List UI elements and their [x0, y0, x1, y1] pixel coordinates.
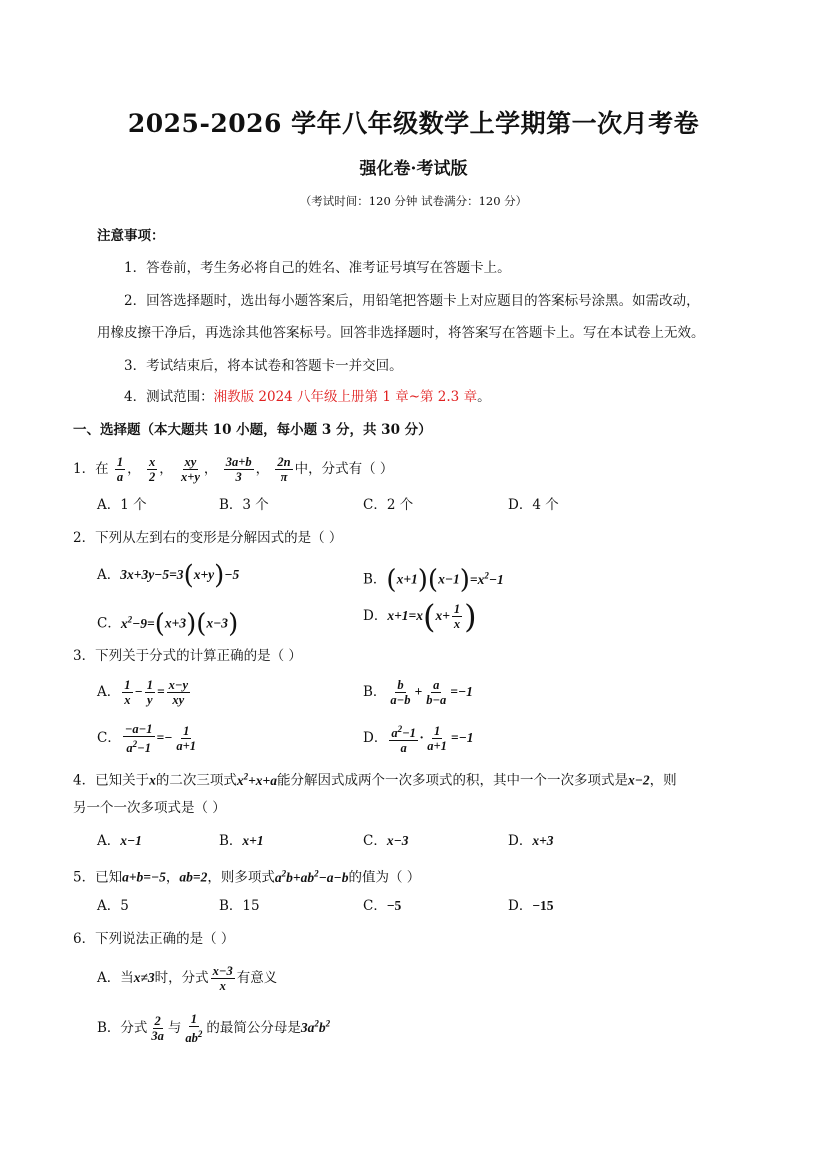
q4-p2: 的二次三项式	[155, 772, 237, 789]
q5-option-a[interactable]: A．5	[97, 898, 129, 914]
q4-option-b[interactable]	[219, 831, 264, 851]
q5-p4: 的值为（ ）	[348, 869, 421, 886]
question-5-stem: 5．已知a+b=−5，ab=2，则多项式$a^2b+ab^2-a-b$的值为（ ）	[73, 868, 421, 886]
q3-option-c[interactable]: C． $\frac{-a-1}{a^2-1}$ =− $\frac{1}{a+1}$	[97, 722, 196, 756]
q2-c-label: C．	[97, 615, 121, 632]
q1-option-a[interactable]: A．1 个	[97, 497, 147, 513]
note-3: 3．考试结束后，将本试卷和答题卡一并交回。	[124, 358, 403, 374]
q6-a2: 时，分式	[154, 970, 209, 986]
q4-option-d[interactable]	[508, 831, 554, 851]
note-4-prefix: 4．测试范围：	[124, 389, 214, 405]
q4-a-label: A．	[97, 833, 121, 849]
q4-p1: 4．已知关于	[73, 772, 150, 789]
q4-c-value: x−3	[386, 833, 409, 848]
q5-c-label: C．	[363, 898, 387, 914]
question-3-stem: 3．下列关于分式的计算正确的是（ ）	[73, 648, 302, 664]
q1-frac-5: $\frac{2n}{\pi}$	[277, 455, 291, 484]
q5-p2: ，	[165, 869, 180, 886]
note-4-suffix: 。	[477, 389, 491, 405]
note-2a: 2．回答选择题时，选出每小题答案后，用铅笔把答题卡上对应题目的答案标号涂黑。如需改动，	[124, 293, 700, 309]
q4-a-value: x−1	[120, 833, 142, 848]
q6-a1: A．当	[97, 970, 134, 986]
q1-tail: 中，分式有（ ）	[294, 461, 394, 477]
q5-option-c[interactable]	[363, 896, 401, 916]
q6-option-b[interactable]: B．分式 $\frac{2}{3a}$ 与 $\frac{1}{ab^2}$ 的最简公分母是$3a^2b^2$	[97, 1012, 331, 1046]
q2-a-label: A．	[97, 567, 121, 583]
q1-frac-2: $\frac{x}{2}$	[148, 455, 156, 484]
question-1-stem: 1．在 $\frac{1}{a}$ ， $\frac{x}{2}$ ， $\frac{xy}{x+y}$ ， $\frac{3a+b}{3}$ ， $\frac{2n}{\pi}$ 中，分式有（ ）	[73, 455, 394, 484]
q2-b-label: B．	[363, 571, 387, 588]
question-4-stem: 4．已知关于x的二次三项式$x^2+x+a$能分解因式成两个一次多项式的积，其中一个一次多项式是x−2，则	[73, 771, 677, 789]
q5-p1: 5．已知	[73, 869, 123, 886]
q1-option-b[interactable]: B．3 个	[219, 497, 269, 513]
q1-option-d[interactable]: D．4 个	[508, 497, 559, 513]
q2-option-c[interactable]: C．$x^2-9=(x+3)(x-3)$	[97, 609, 239, 639]
q2-option-b[interactable]: B．$(x+1)(x-1)=x^2-1$	[363, 565, 504, 595]
q3-option-a[interactable]: A． $\frac{1}{x}$ − $\frac{1}{y}$ = $\frac{x-y}{xy}$	[97, 678, 189, 707]
q6-b2: 与	[167, 1020, 182, 1037]
q4-b-value: x+1	[242, 833, 264, 848]
q4-d-value: x+3	[532, 833, 554, 848]
q1-frac-4: $\frac{3a+b}{3}$	[225, 455, 252, 484]
q3-option-d[interactable]: D． $\frac{a^2-1}{a}$ · $\frac{1}{a+1}$ =−1	[363, 724, 474, 756]
q4-c-label: C．	[363, 833, 387, 849]
q6-option-a[interactable]: A．当x≠3时，分式 $\frac{x-3}{x}$ 有意义	[97, 964, 278, 993]
note-4	[124, 387, 491, 407]
q4-p4: ，则	[649, 772, 677, 789]
q3-a-label: A．	[97, 684, 121, 700]
q5-d-value: −15	[532, 898, 554, 913]
question-2-stem: 2．下列从左到右的变形是分解因式的是（ ）	[73, 530, 343, 546]
q2-option-a[interactable]: A．3x+3y−5=3(x+y)−5	[97, 560, 240, 591]
q4-option-c[interactable]	[363, 831, 409, 851]
q2-d-label: D．	[363, 608, 388, 624]
q4-option-a[interactable]	[97, 831, 142, 851]
notes-heading: 注意事项：	[97, 228, 165, 244]
q5-p3: ，则多项式	[207, 869, 275, 886]
note-2b: 用橡皮擦干净后，再选涂其他答案标号。回答非选择题时，将答案写在答题卡上。写在本试卷上无效。	[97, 325, 705, 341]
q5-option-d[interactable]	[508, 896, 554, 916]
q1-frac-1: $\frac{1}{a}$	[116, 455, 124, 484]
q3-d-label: D．	[363, 730, 388, 747]
section-heading: 一、选择题（本大题共 10 小题，每小题 3 分，共 30 分）	[73, 422, 432, 438]
q4-b-label: B．	[219, 833, 243, 849]
q5-d-label: D．	[508, 898, 533, 914]
q3-c-label: C．	[97, 730, 121, 747]
q4-d-label: D．	[508, 833, 533, 849]
q5-c-value: −5	[386, 898, 402, 913]
q4-p3: 能分解因式成两个一次多项式的积，其中一个一次多项式是	[276, 772, 628, 789]
q6-b1: B．分式	[97, 1020, 148, 1037]
q1-lead: 1．在	[73, 461, 109, 477]
q3-option-b[interactable]: B． $\frac{b}{a-b}$ + $\frac{a}{b-a}$ =−1	[363, 678, 473, 707]
exam-info: （考试时间：120 分钟 试卷满分：120 分）	[299, 194, 528, 208]
note-1: 1．答卷前，考生务必将自己的姓名、准考证号填写在答题卡上。	[124, 260, 511, 276]
question-4-line2: 另一个一次多项式是（ ）	[73, 800, 226, 816]
page-title: 2025-2026 学年八年级数学上学期第一次月考卷	[127, 109, 700, 138]
note-4-range: 湘教版 2024 八年级上册第 1 章~第 2.3 章	[213, 389, 478, 405]
q1-option-c[interactable]: C．2 个	[363, 497, 414, 513]
q5-option-b[interactable]: B．15	[219, 898, 260, 914]
q1-frac-3: $\frac{xy}{x+y}$	[180, 455, 200, 484]
question-6-stem: 6．下列说法正确的是（ ）	[73, 931, 235, 947]
q2-option-d[interactable]: D．x+1=x(x+ $\frac{1}{x}$ )	[363, 597, 477, 636]
q6-a3: 有意义	[236, 970, 278, 986]
q6-b3: 的最简公分母是	[206, 1020, 301, 1037]
q3-b-label: B．	[363, 684, 387, 700]
page-subtitle: 强化卷·考试版	[359, 159, 468, 179]
